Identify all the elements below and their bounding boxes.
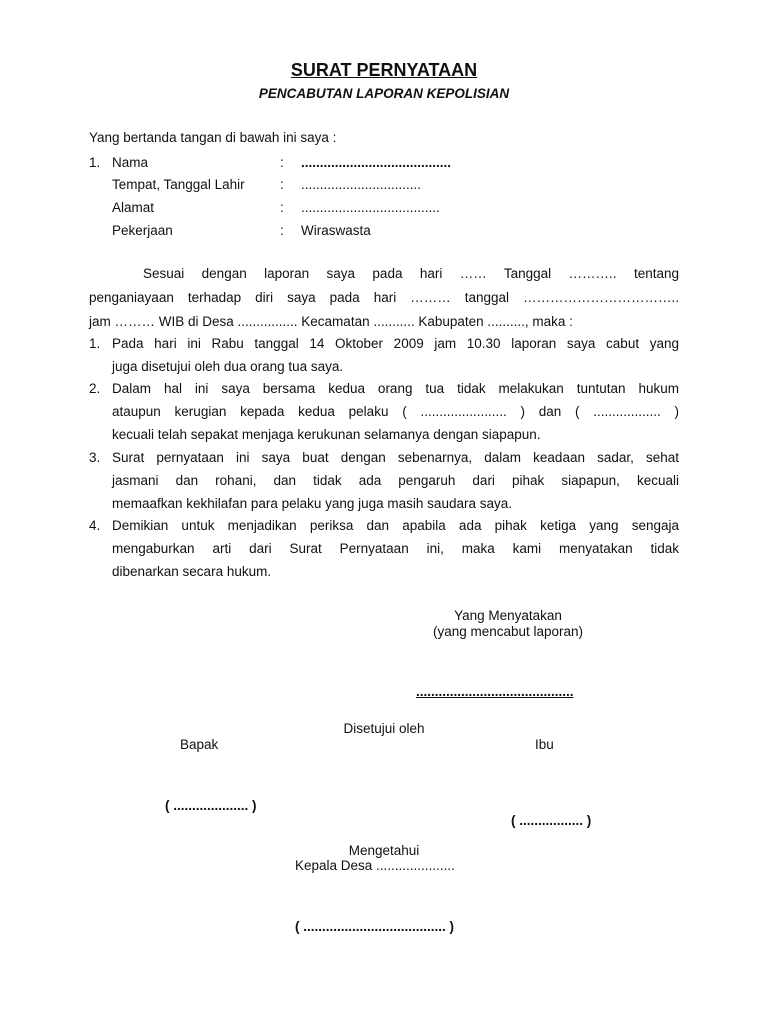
field-value-address: ..................................... — [301, 200, 440, 215]
document-subtitle: PENCABUTAN LAPORAN KEPOLISIAN — [258, 86, 510, 101]
field-value-job: Wiraswasta — [301, 223, 371, 238]
acknowledged-label: Mengetahui — [348, 843, 420, 858]
field-colon: : — [280, 223, 284, 238]
paragraph-line: Sesuai dengan laporan saya pada hari …… Tanggal ……….. tentang — [143, 266, 679, 281]
point-line: mengaburkan arti dari Surat Pernyataan ini, maka kami menyatakan tidak — [112, 541, 679, 556]
document-title: SURAT PERNYATAAN — [290, 60, 478, 80]
field-value-name: ........................................ — [301, 155, 452, 170]
point-line: Surat pernyataan ini saya buat dengan sebenarnya, dalam keadaan sadar, sehat — [112, 450, 679, 465]
identity-number: 1. — [89, 155, 101, 170]
field-label-birth: Tempat, Tanggal Lahir — [112, 177, 245, 192]
declarant-signature-line: .......................................... — [416, 684, 574, 699]
field-colon: : — [280, 177, 284, 192]
point-line: Demikian untuk menjadikan periksa dan apabila ada pihak ketiga yang sengaja — [112, 518, 679, 533]
declarant-note: (yang mencabut laporan) — [432, 624, 584, 639]
point-line: Pada hari ini Rabu tanggal 14 Oktober 2009 jam 10.30 laporan saya cabut yang — [112, 336, 679, 351]
mother-label: Ibu — [535, 737, 554, 752]
point-line: dibenarkan secara hukum. — [112, 564, 272, 579]
village-head-label: Kepala Desa ..................... — [295, 858, 455, 873]
point-number: 1. — [89, 336, 101, 351]
mother-signature-line: ( ................. ) — [511, 813, 592, 828]
intro-text: Yang bertanda tangan di bawah ini saya : — [89, 130, 337, 145]
declarant-title: Yang Menyatakan — [454, 608, 562, 623]
field-label-name: Nama — [112, 155, 149, 170]
field-colon: : — [280, 200, 284, 215]
point-line: kecuali telah sepakat menjaga kerukunan selamanya dengan siapapun. — [112, 427, 541, 442]
approved-by-label: Disetujui oleh — [343, 721, 425, 736]
point-line: Dalam hal ini saya bersama kedua orang tua tidak melakukan tuntutan hukum — [112, 381, 679, 396]
point-line: ataupun kerugian kepada kedua pelaku ( ....................... ) dan ( .................. ) — [112, 404, 679, 419]
point-line: memaafkan kekhilafan para pelaku yang juga masih saudara saya. — [112, 496, 512, 511]
field-label-address: Alamat — [112, 200, 155, 215]
paragraph-line: jam ……… WIB di Desa ................ Kecamatan ........... Kabupaten .........., maka : — [89, 314, 573, 329]
point-number: 2. — [89, 381, 101, 396]
father-label: Bapak — [180, 737, 219, 752]
point-line: juga disetujui oleh dua orang tua saya. — [112, 359, 344, 374]
field-value-birth: ................................ — [301, 177, 422, 192]
point-number: 3. — [89, 450, 101, 465]
field-colon: : — [280, 155, 284, 170]
village-head-signature-line: ( ...................................... ) — [295, 919, 455, 934]
point-number: 4. — [89, 518, 101, 533]
point-line: jasmani dan rohani, dan tidak ada pengaruh dari pihak siapapun, kecuali — [112, 473, 679, 488]
identity-section — [0, 155, 768, 255]
father-signature-line: ( .................... ) — [165, 798, 257, 813]
field-label-job: Pekerjaan — [112, 223, 173, 238]
paragraph-line: penganiayaan terhadap diri saya pada hari ……… tanggal …………………………….. — [89, 290, 679, 305]
